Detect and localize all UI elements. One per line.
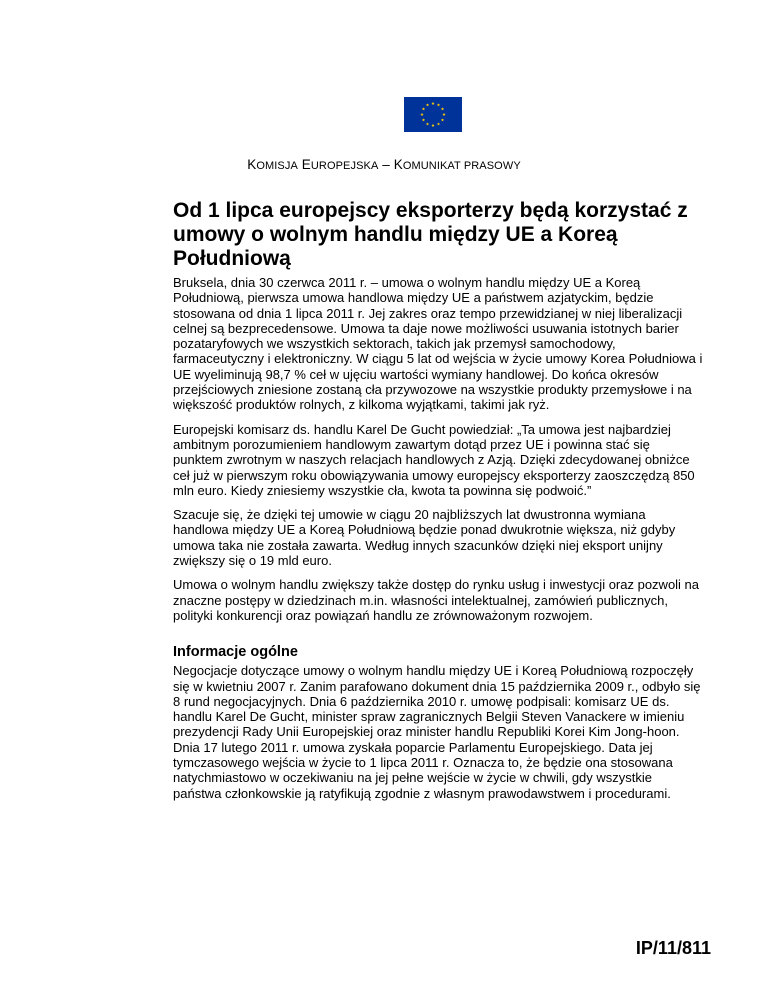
header-initial-e: E: [301, 157, 311, 172]
page-title: Od 1 lipca europejscy eksporterzy będą korzystać z umowy o wolnym handlu między UE a Koreą Południową: [173, 199, 688, 270]
paragraph-intro: Bruksela, dnia 30 czerwca 2011 r. – umowa o wolnym handlu między UE a Koreą Południową, pierwsza umowa handlowa między UE a państwem azjatyckim, będzie stosowana od dnia 1 lipca 2011 r. Jej zakres oraz tempo przewidzianej w niej liberalizacji celnej są bezprecedensowe. Umowa ta daje nowe możliwości usuwania istotnych barier pozataryfowych we wszystkich sektorach, takich jak przemysł samochodowy, farmaceutyczny i elektroniczny. W ciągu 5 lat od wejścia w życie umowy Korea Południowa i UE wyeliminują 98,7 % ceł w ujęciu wartości wymiany handlowej. Do końca okresów przejściowych zniesione zostaną cła przywozowe na wszystkie produkty przemysłowe i na większość produktów rolnych, z kilkoma wyjątkami, takimi jak ryż.: [173, 275, 703, 413]
header-word-europejska: UROPEJSKA: [310, 160, 379, 172]
paragraph-quote: Europejski komisarz ds. handlu Karel De Gucht powiedział: „Ta umowa jest najbardziej ambitnym porozumieniem handlowym zawartym dotąd przez UE i powinna stać się punktem zwrotnym w naszych relacjach handlowych z Azją. Dzięki zdecydowanej obniżce ceł już w pierwszym roku obowiązywania umowy europejscy eksporterzy zaoszczędzą 850 mln euro. Kiedy zniesiemy wszystkie cła, kwota ta powinna się podwoić.”: [173, 421, 695, 498]
article-body: [173, 275, 703, 810]
header-initial-k: K: [247, 157, 257, 172]
header-word-komisja: OMISJA: [256, 160, 298, 172]
section-heading-background: Informacje ogólne: [173, 644, 298, 661]
paragraph-services: Umowa o wolnym handlu zwiększy także dostęp do rynku usług i inwestycji oraz pozwoli na znaczne postępy w dziedzinach m.in. własności intelektualnej, zamówień publicznych, polityki konkurencji oraz powiązań handlu ze zrównoważonym rozwojem.: [173, 577, 700, 623]
press-release-reference: IP/11/811: [635, 938, 711, 958]
paragraph-estimates: Szacuje się, że dzięki tej umowie w ciągu 20 najbliższych lat dwustronna wymiana handlowa między UE a Koreą Południową będzie ponad dwukrotnie większa, niż gdyby umowa taka nie została zawarta. Według innych szacunków dzięki niej eksport unijny zwiększy się o 19 mld euro.: [173, 507, 676, 569]
header-word-komunikat: OMUNIKAT PRASOWY: [402, 160, 521, 172]
header-dash: –: [378, 157, 394, 172]
header-initial-k2: K: [393, 157, 403, 172]
press-release-header: [0, 157, 768, 172]
eu-flag-icon: [404, 97, 462, 132]
paragraph-background: Negocjacje dotyczące umowy o wolnym handlu między UE i Koreą Południową rozpoczęły się w kwietniu 2007 r. Zanim parafowano dokument dnia 15 października 2009 r., odbyło się 8 rund negocjacyjnych. Dnia 6 października 2010 r. umowę podpisali: komisarz UE ds. handlu Karel De Gucht, minister spraw zagranicznych Belgii Steven Vanackere w imieniu prezydencji Rady Unii Europejskiej oraz minister handlu Republiki Korei Kim Jong-hoon. Dnia 17 lutego 2011 r. umowa zyskała poparcie Parlamentu Europejskiego. Data jej tymczasowego wejścia w życie to 1 lipca 2011 r. Oznacza to, że będzie ona stosowana natychmiastowo w oczekiwaniu na jej pełne wejście w życie w chwili, gdy wszystkie państwa członkowskie ją ratyfikują zgodnie z własnym prawodawstwem i procedurami.: [173, 663, 701, 801]
eu-flag-graphic: [404, 97, 462, 132]
